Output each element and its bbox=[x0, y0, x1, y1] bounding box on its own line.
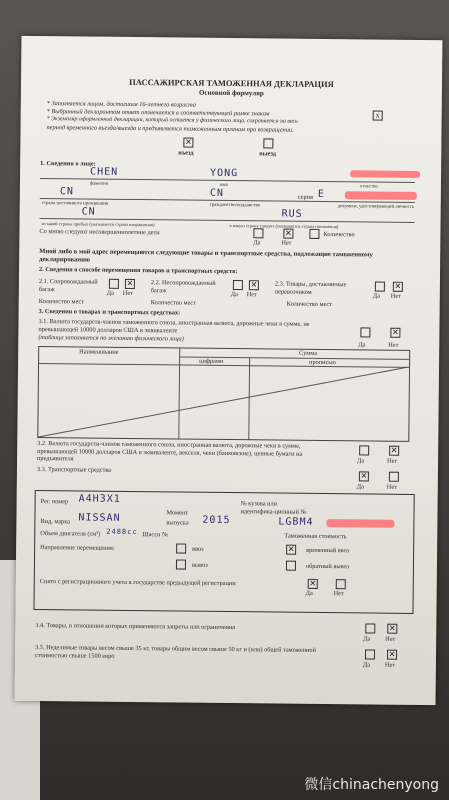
make-value[interactable]: NISSAN bbox=[78, 512, 121, 524]
q35-no-checkbox[interactable]: ✕ bbox=[388, 649, 396, 659]
q33-no-checkbox[interactable] bbox=[389, 472, 399, 482]
goods-intro: Мной либо в мой адрес перемещаются следующие товары и транспортные средства, подлежащие таможенному декларированию bbox=[39, 248, 373, 264]
document-label: документ, удостоверяющий личность bbox=[337, 204, 415, 210]
sample-checkbox[interactable]: x bbox=[373, 110, 383, 120]
note-4: период временного въезда/выезда и предъявляется таможенным органам при возвращении. bbox=[46, 124, 294, 134]
accompanied-places: Количество мест bbox=[38, 298, 85, 306]
accompanied-yes-label: Да bbox=[106, 289, 114, 297]
dereg-yes-label: Да bbox=[305, 589, 313, 597]
temp-import-label: временный ввоз bbox=[306, 546, 350, 555]
unaccompanied-yes-label: Да bbox=[230, 291, 238, 299]
q35-text: 3.5. Неделимые товары весом свыше 35 кг, товары общим весом свыше 50 кг и (или) общей таможенной стоимостью свыше 1500 евро bbox=[34, 643, 317, 660]
minors-count-label: Количество bbox=[323, 230, 355, 239]
section3-heading: 3. Сведения о товарах и транспортных средствах: bbox=[38, 308, 181, 317]
accompanied-label: 2.1. Сопровождаемый багаж bbox=[38, 278, 98, 293]
minors-yes-label: Да bbox=[253, 239, 261, 247]
to-country-label: в какую страну следует (указывается страна назначения) bbox=[229, 223, 339, 230]
chassis-label: Шасси № bbox=[142, 531, 169, 539]
export-label: вывоз bbox=[191, 561, 208, 569]
col-words-header: прописью bbox=[309, 358, 336, 367]
entry-label: въезд bbox=[178, 149, 194, 157]
note-3: * Экземпляр оформленной декларации, который остается у физического лица, сохраняется на весь bbox=[46, 116, 298, 125]
citizenship-label: гражданство/подданство bbox=[209, 202, 261, 209]
q34-no-checkbox[interactable]: ✕ bbox=[388, 623, 396, 633]
reexport-label: обратный вывоз bbox=[305, 562, 350, 571]
q31-yes-label: Да bbox=[358, 341, 366, 349]
carrier-no-checkbox[interactable]: ✕ bbox=[394, 281, 402, 291]
unaccompanied-no-label: Нет bbox=[246, 291, 257, 299]
col-name-header: Наименование bbox=[79, 348, 119, 356]
dereg-no-label: Нет bbox=[333, 590, 344, 598]
series-value[interactable]: E bbox=[317, 188, 325, 200]
q34-text: 3.4. Товары, в отношении которых применяются запреты или ограничения bbox=[35, 621, 236, 632]
residence-label: страна постоянного проживания bbox=[41, 201, 109, 207]
dereg-yes-checkbox[interactable]: ✕ bbox=[309, 578, 317, 588]
q31-no-label: Нет bbox=[388, 341, 399, 349]
body-number-value[interactable]: LGBM4 bbox=[278, 516, 314, 528]
moment-label: Момент bbox=[166, 509, 188, 517]
redaction bbox=[345, 191, 417, 200]
import-checkbox[interactable] bbox=[176, 543, 186, 553]
carrier-label: 2.3. Товары, доставляемые перевозчиком bbox=[274, 280, 347, 296]
q32-yes-checkbox[interactable] bbox=[359, 445, 369, 455]
accompanied-yes-checkbox[interactable] bbox=[109, 279, 119, 289]
q31-yes-checkbox[interactable] bbox=[360, 327, 370, 337]
patronymic-label: отчество bbox=[359, 184, 378, 190]
accompanied-no-label: Нет bbox=[122, 289, 133, 297]
redaction bbox=[350, 170, 420, 178]
watermark: 微信chinachenyong bbox=[304, 777, 439, 793]
exit-checkbox[interactable] bbox=[263, 138, 273, 148]
unaccompanied-label: 2.2. Несопровождаемый багаж bbox=[150, 279, 216, 294]
q35-no-label: Нет bbox=[384, 661, 396, 669]
q35-yes-checkbox[interactable] bbox=[365, 649, 375, 659]
q34-no-label: Нет bbox=[385, 635, 396, 643]
surname-label: фамилия bbox=[89, 181, 108, 187]
dereg-no-checkbox[interactable] bbox=[336, 579, 346, 589]
export-checkbox[interactable] bbox=[176, 559, 186, 569]
note-2: * Выбранный декларантом ответ отмечается в соответствующей рамке знаком bbox=[46, 108, 270, 118]
reg-number-label: Рег. номер bbox=[40, 498, 69, 506]
q31-no-checkbox[interactable]: ✕ bbox=[392, 327, 399, 337]
deregistration-label: Снято с регистрационного учета в государстве предыдущей регистрации bbox=[39, 578, 236, 588]
form-subtitle: Основной формуляр bbox=[198, 88, 264, 98]
minors-yes-checkbox[interactable] bbox=[253, 228, 263, 238]
minors-count-box[interactable] bbox=[309, 229, 319, 239]
from-country-label: из какой страны прибыл (указывается страна отправления) bbox=[41, 221, 155, 228]
accompanied-no-checkbox[interactable]: ✕ bbox=[126, 278, 134, 288]
direction-label: Направление перемещения: bbox=[40, 544, 115, 552]
q33-text: 3.3. Транспортные средства bbox=[36, 465, 112, 474]
unaccompanied-no-checkbox[interactable]: ✕ bbox=[250, 280, 258, 290]
section1-heading: 1. Сведения о лице: bbox=[40, 160, 96, 168]
minors-no-label: Нет bbox=[281, 239, 292, 247]
carrier-places: Количество мест bbox=[286, 300, 332, 309]
citizenship-value[interactable]: CN bbox=[209, 187, 224, 199]
q31-note: (таблица заполняется по желанию физического лица) bbox=[38, 334, 184, 343]
q34-yes-checkbox[interactable] bbox=[365, 623, 375, 633]
engine-value[interactable]: 2488cc bbox=[106, 527, 138, 537]
q32-no-label: Нет bbox=[387, 457, 398, 465]
section2-heading: 2. Сведения о способе перемещения товаров и транспортных средств: bbox=[39, 266, 238, 276]
from-country-value[interactable]: CN bbox=[81, 206, 96, 218]
minors-question: Со мною следуют несовершеннолетние дети bbox=[39, 228, 160, 237]
engine-label: Объем двигателя (см³) bbox=[40, 530, 101, 538]
to-country-value[interactable]: RUS bbox=[281, 208, 303, 220]
residence-value[interactable]: CN bbox=[59, 186, 74, 198]
year-value[interactable]: 2015 bbox=[202, 514, 231, 527]
q33-yes-checkbox[interactable]: ✕ bbox=[360, 471, 368, 481]
note-1: * Заполняется лицом, достигшим 16-летнего возраста bbox=[46, 100, 196, 109]
entry-checkbox[interactable]: ✕ bbox=[184, 137, 192, 147]
q32-yes-label: Да bbox=[357, 457, 365, 465]
form-title: ПАССАЖИРСКАЯ ТАМОЖЕННАЯ ДЕКЛАРАЦИЯ bbox=[129, 76, 334, 90]
q32-no-checkbox[interactable]: ✕ bbox=[390, 445, 398, 455]
temp-import-checkbox[interactable]: ✕ bbox=[287, 544, 295, 554]
carrier-no-label: Нет bbox=[390, 292, 401, 300]
col-sum-header: Сумма bbox=[299, 349, 318, 357]
currency-table bbox=[37, 346, 410, 442]
strike-out-diagonal bbox=[38, 363, 409, 441]
body-number-label: № кузова или идентифика-ционный № bbox=[240, 500, 307, 516]
q35-yes-label: Да bbox=[362, 661, 371, 669]
q32-text: 3.2. Валюта государств-членов таможенного союза, иностранная валюта, дорожные чеки в сумме, превышающей 10000 долларов США в эквиваленте, векселя, чеки (банковские), ценные бумаги на предъявителя bbox=[37, 440, 303, 463]
make-label: Вид, марка bbox=[40, 518, 71, 526]
carrier-yes-label: Да bbox=[372, 292, 380, 300]
customs-value-label: Таможенная стоимость bbox=[284, 532, 347, 541]
q33-no-label: Нет bbox=[386, 483, 397, 491]
declaration-form bbox=[15, 36, 443, 705]
series-label: серия bbox=[297, 193, 313, 201]
col-digits-header: цифрами bbox=[199, 357, 224, 365]
q31-text: 3.1. Валюта государств-членов таможенного союза, иностранная валюта, дорожные чеки в сумме, не превышающей 10000 долларов США в эквиваленте bbox=[38, 318, 310, 334]
name-label: имя bbox=[219, 182, 228, 188]
surname-value[interactable]: CHEN bbox=[90, 166, 119, 178]
reg-number-value[interactable]: A4H3X1 bbox=[78, 493, 121, 505]
unaccompanied-yes-checkbox[interactable] bbox=[233, 280, 243, 290]
redaction bbox=[326, 519, 394, 528]
import-label: ввоз bbox=[192, 545, 204, 553]
minors-no-checkbox[interactable]: ✕ bbox=[285, 228, 292, 238]
unaccompanied-places: Количество мест bbox=[150, 299, 197, 307]
exit-label: выезд bbox=[259, 150, 277, 158]
carrier-yes-checkbox[interactable] bbox=[375, 282, 385, 292]
reexport-checkbox[interactable] bbox=[286, 561, 296, 571]
q34-yes-label: Да bbox=[363, 635, 371, 643]
name-value[interactable]: YONG bbox=[210, 167, 239, 180]
q33-yes-label: Да bbox=[356, 483, 364, 491]
year-label: выпуска bbox=[166, 519, 189, 527]
